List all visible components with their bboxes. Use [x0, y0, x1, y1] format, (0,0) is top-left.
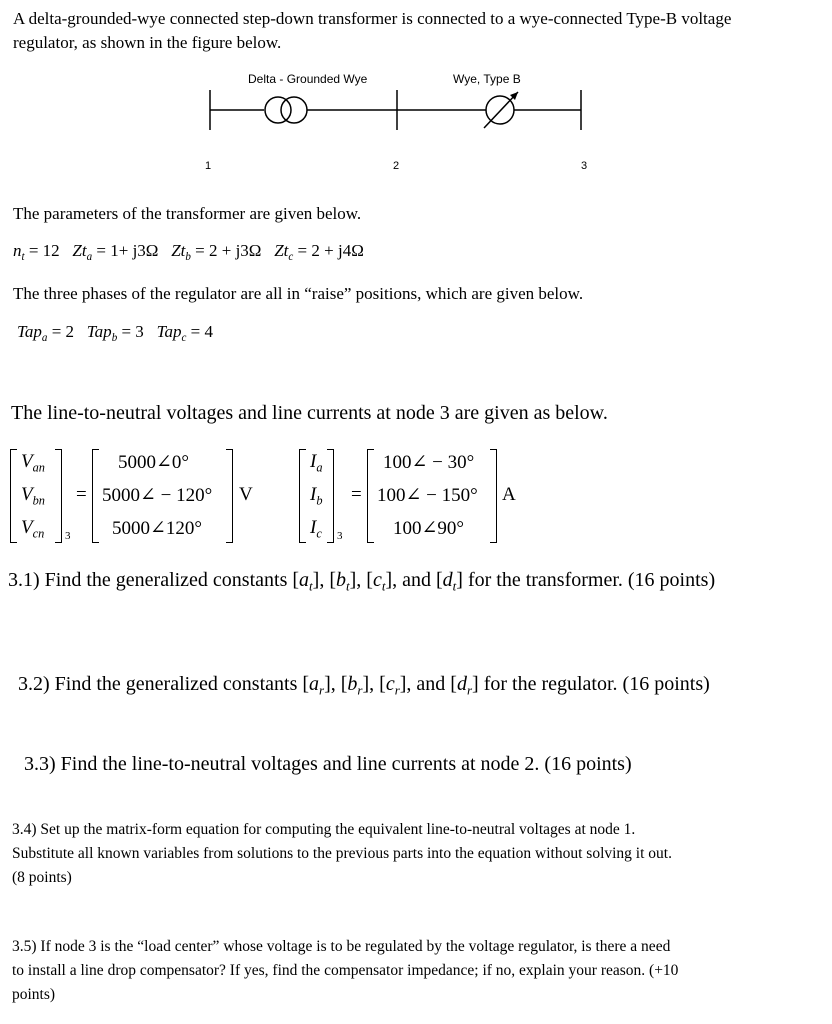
- one-line-diagram: [190, 85, 600, 140]
- question-3-1: 3.1) Find the generalized constants $[a_t]$, $[b_t]$, $[c_t]$, and $[d_t]$ for the transformer. (16 points): [8, 569, 716, 594]
- question-3-5-line-3: points): [12, 986, 56, 1003]
- i-c-symbol: $I_c$: [310, 517, 322, 541]
- node-3-label: 3: [581, 160, 588, 172]
- v-bn-value: 5000∠ − 120°: [102, 485, 213, 506]
- v-bn-symbol: $V_{bn}$: [21, 484, 45, 508]
- v-an-symbol: $V_{an}$: [21, 451, 45, 475]
- v-unit: V: [239, 484, 253, 505]
- question-3-2: 3.2) Find the generalized constants $[a_r]$, $[b_r]$, $[c_r]$, and $[d_r]$ for the regulator. (16 points): [18, 673, 710, 698]
- question-3-4-line-2: Substitute all known variables from solutions to the previous parts into the equation without solving it out.: [12, 845, 672, 862]
- i-vector-left-bracket: [299, 449, 306, 543]
- node-1-label: 1: [205, 160, 212, 172]
- i-a-symbol: $I_a$: [310, 451, 323, 475]
- question-3-4-line-1: 3.4) Set up the matrix-form equation for computing the equivalent line-to-neutral voltages at node 1.: [12, 821, 636, 838]
- v-values-right-bracket: [226, 449, 233, 543]
- question-3-5-line-2: to install a line drop compensator? If yes, find the compensator impedance; if no, explain your reason. (+10: [12, 962, 679, 979]
- figure-label-regulator: Wye, Type B: [453, 72, 521, 86]
- v-vector-right-bracket: [55, 449, 62, 543]
- question-3-5-line-1: 3.5) If node 3 is the “load center” whose voltage is to be regulated by the voltage regulator, is there a need: [12, 938, 671, 955]
- params-equation: $n_t = 12$ $Zt_a = 1+ j3\Omega$ $Zt_b = 2 + j3\Omega$ $Zt_c = 2 + j4\Omega$: [13, 241, 364, 263]
- i-node-subscript: 3: [337, 530, 343, 542]
- v-vector-left-bracket: [10, 449, 17, 543]
- question-3-5: [12, 935, 820, 1007]
- v-node-subscript: 3: [65, 530, 71, 542]
- regulator-heading: The three phases of the regulator are all in “raise” positions, which are given below.: [13, 284, 584, 303]
- i-equals: =: [351, 484, 362, 505]
- question-3-3: 3.3) Find the line-to-neutral voltages and line currents at node 2. (16 points): [24, 753, 632, 775]
- i-b-value: 100∠ − 150°: [377, 485, 478, 506]
- intro-line-1: A delta-grounded-wye connected step-down transformer is connected to a wye-connected Type-B voltage: [13, 9, 732, 28]
- node3-heading: The line-to-neutral voltages and line currents at node 3 are given as below.: [11, 402, 608, 424]
- v-cn-value: 5000∠120°: [112, 518, 203, 539]
- question-3-4: [12, 818, 820, 890]
- i-b-symbol: $I_b$: [310, 484, 323, 508]
- v-an-value: 5000∠0°: [118, 452, 190, 473]
- regulator-taps: Tap$_a$ = 2 Tap$_b$ = 3 Tap$_c$ = 4: [17, 322, 213, 344]
- transformer-secondary-coil: [281, 97, 307, 123]
- v-cn-symbol: $V_{cn}$: [21, 517, 45, 541]
- i-a-value: 100∠ − 30°: [383, 452, 475, 473]
- params-heading: The parameters of the transformer are given below.: [13, 204, 362, 223]
- i-vector-right-bracket: [327, 449, 334, 543]
- question-3-4-line-3: (8 points): [12, 869, 72, 886]
- v-equals: =: [76, 484, 87, 505]
- i-values-right-bracket: [490, 449, 497, 543]
- node-2-label: 2: [393, 160, 400, 172]
- i-unit: A: [502, 484, 516, 505]
- figure-label-delta: Delta - Grounded Wye: [248, 72, 368, 86]
- intro-line-2: regulator, as shown in the figure below.: [13, 33, 282, 52]
- i-c-value: 100∠90°: [393, 518, 465, 539]
- i-values-left-bracket: [367, 449, 374, 543]
- transformer-primary-coil: [265, 97, 291, 123]
- v-values-left-bracket: [92, 449, 99, 543]
